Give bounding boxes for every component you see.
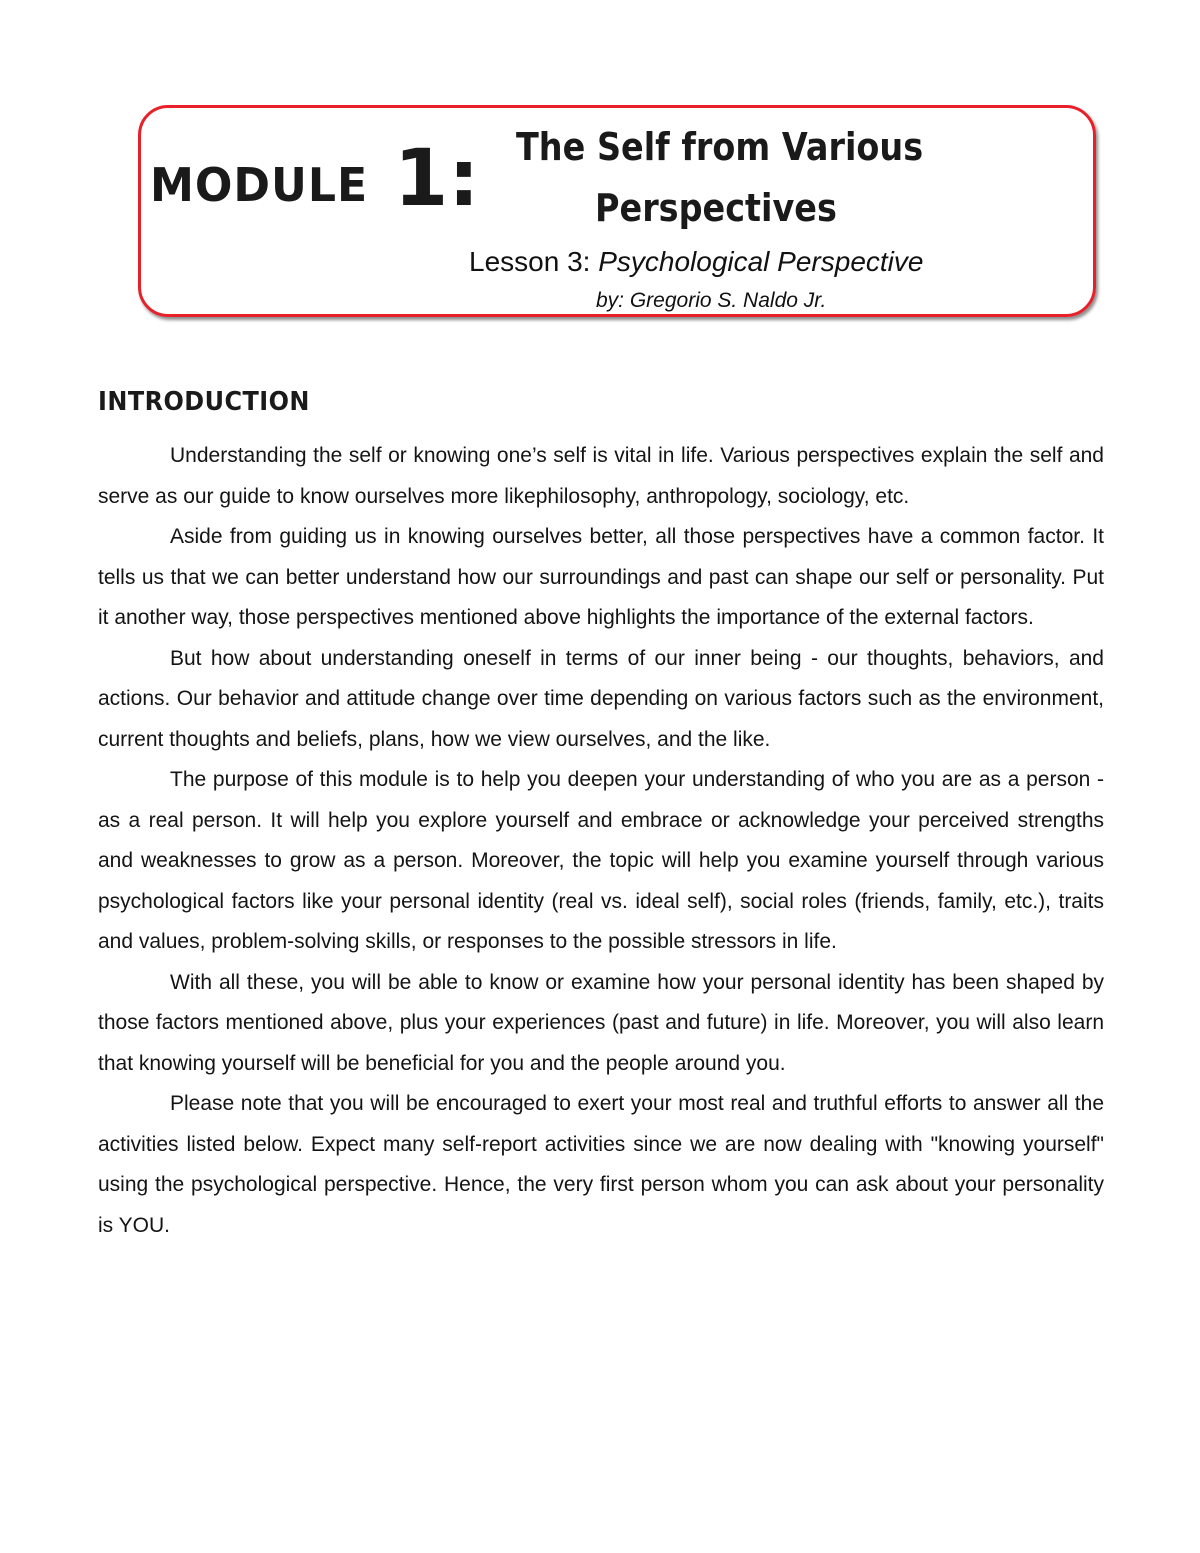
paragraph: Aside from guiding us in knowing ourselves better, all those perspectives have a common factor. It tells us that we can better understand how our surroundings and past can shape our self or personality. Put it another way, those perspectives mentioned above highlights the importance of the external factors. <box>98 525 1104 629</box>
section-heading: INTRODUCTION <box>98 387 310 417</box>
lesson-name: Psychological Perspective <box>598 246 924 277</box>
lesson-title <box>469 246 923 278</box>
author-line: by: Gregorio S. Naldo Jr. <box>596 289 827 312</box>
module-title-line-1: The Self from Various <box>516 125 924 169</box>
paragraph: The purpose of this module is to help you deepen your understanding of who you are as a person - as a real person. It will help you explore yourself and embrace or acknowledge your perceived strengths and weaknesses to grow as a person. Moreover, the topic will help you examine yourself through various psychological factors like your personal identity (real vs. ideal self), social roles (friends, family, etc.), traits and values, problem-solving skills, or responses to the possible stressors in life. <box>98 768 1104 953</box>
paragraph: Please note that you will be encouraged to exert your most real and truthful efforts to answer all the activities listed below. Expect many self-report activities since we are now dealing with "knowing yourself" using the psychological perspective. Hence, the very first person whom you can ask about your personality is YOU. <box>98 1092 1104 1237</box>
module-number: 1: <box>394 134 480 224</box>
paragraph: But how about understanding oneself in terms of our inner being - our thoughts, behaviors, and actions. Our behavior and attitude change over time depending on various factors such as the environment, current thoughts and beliefs, plans, how we view ourselves, and the like. <box>98 646 1104 751</box>
lesson-prefix: Lesson 3: <box>469 246 599 277</box>
introduction-body <box>98 436 1104 1246</box>
module-title-line-2: Perspectives <box>595 186 837 230</box>
module-label: MODULE <box>150 158 369 212</box>
paragraph: With all these, you will be able to know or examine how your personal identity has been shaped by those factors mentioned above, plus your experiences (past and future) in life. Moreover, you will also learn that knowing yourself will be beneficial for you and the people around you. <box>98 970 1104 1075</box>
paragraph: Understanding the self or knowing one’s self is vital in life. Various perspectives explain the self and serve as our guide to know ourselves more likephilosophy, anthropology, sociology, etc. <box>98 444 1104 508</box>
